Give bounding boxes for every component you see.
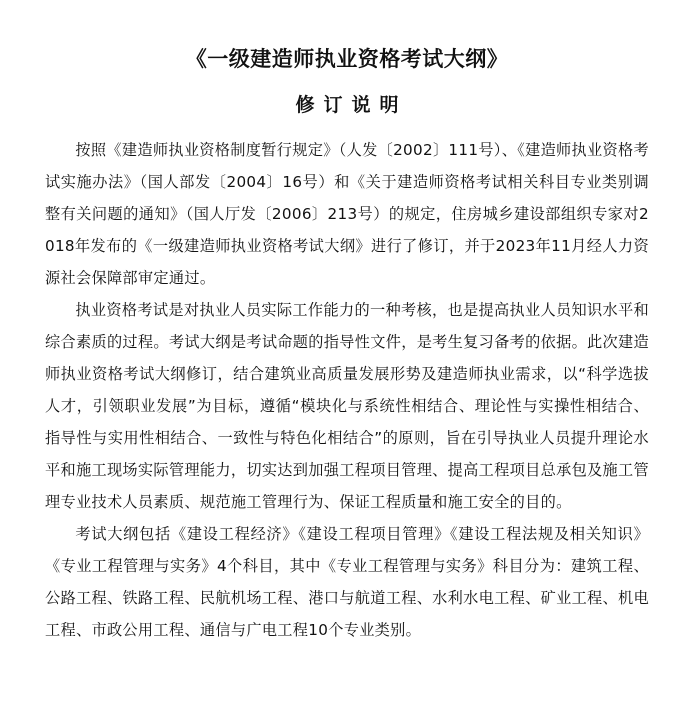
document-title: 《一级建造师执业资格考试大纲》 [185,47,509,71]
paragraph-revision-basis: 按照《建造师执业资格制度暂行规定》（人发〔2002〕111号）、《建造师执业资格考试实施办法》（国人部发〔2004〕16号）和《关于建造师资格考试相关科目专业类别调整有关问题的通知》（国人厅发〔2006〕213号）的规定，住房城乡建设部组织专家对2018年发布的《一级建造师执业资格考试大纲》进行了修订，并于2023年11月经人力资源社会保障部审定通过。 [45,141,649,287]
paragraph-revision-purpose: 执业资格考试是对执业人员实际工作能力的一种考核，也是提高执业人员知识水平和综合素质的过程。考试大纲是考试命题的指导性文件，是考生复习备考的依据。此次建造师执业资格考试大纲修订，结合建筑业高质量发展形势及建造师执业需求，以“科学选拔人才，引领职业发展”为目标，遵循“模块化与系统性相结合、理论性与实操性相结合、指导性与实用性相结合、一致性与特色化相结合”的原则，旨在引导执业人员提升理论水平和施工现场实际管理能力，切实达到加强工程项目管理、提高工程项目总承包及施工管理专业技术人员素质、规范施工管理行为、保证工程质量和施工安全的目的。 [45,301,650,511]
document-body [45,134,649,646]
paragraph-exam-subjects: 考试大纲包括《建设工程经济》《建设工程项目管理》《建设工程法规及相关知识》《专业工程管理与实务》4个科目，其中《专业工程管理与实务》科目分为：建筑工程、公路工程、铁路工程、民航机场工程、港口与航道工程、水利水电工程、矿业工程、机电工程、市政公用工程、通信与广电工程10个专业类别。 [45,525,650,639]
document-subtitle: 修订说明 [295,94,408,116]
